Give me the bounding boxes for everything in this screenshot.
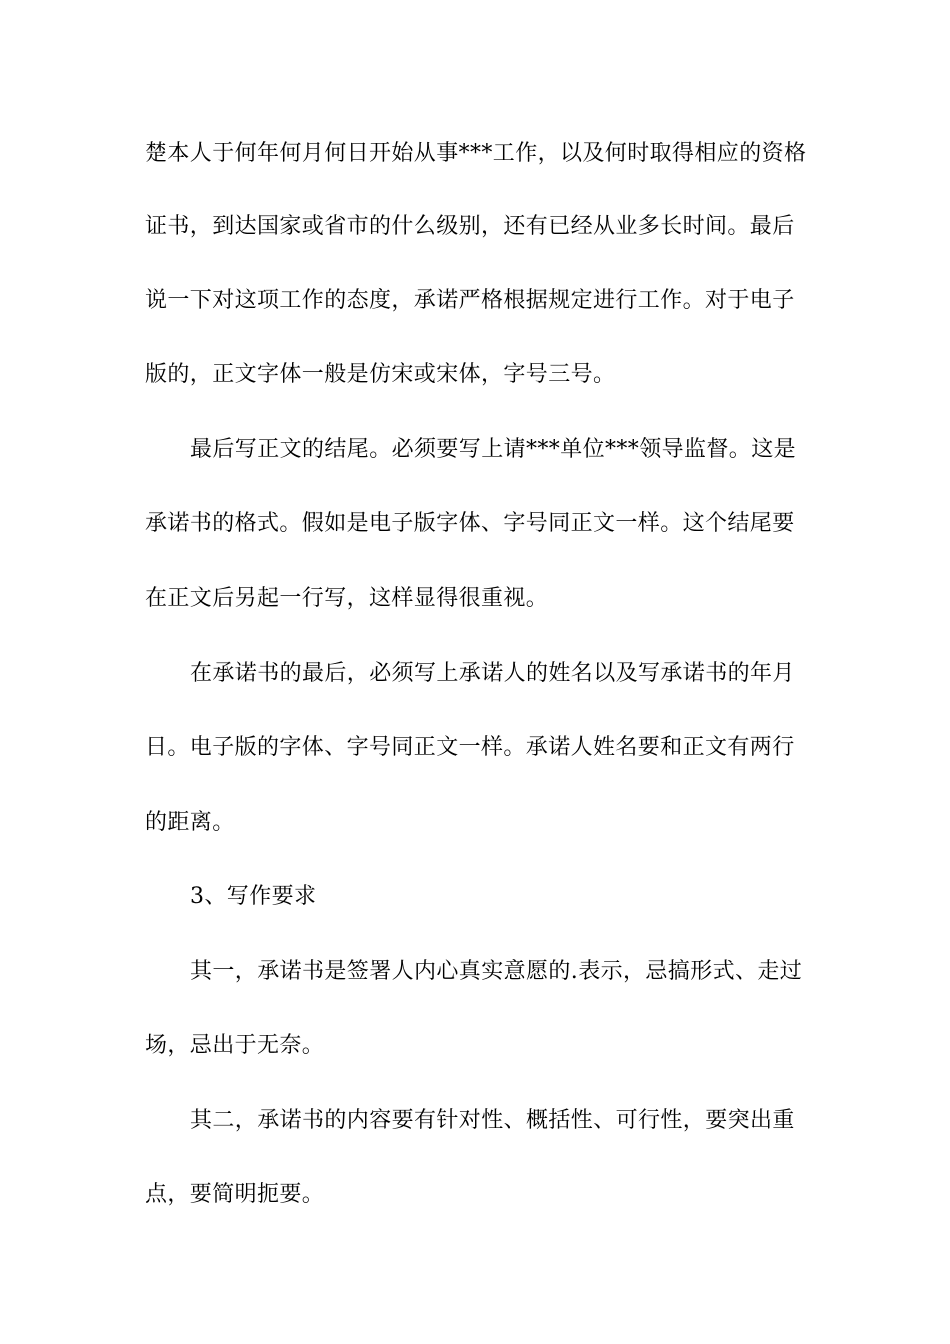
section-heading: 3、写作要求 <box>190 884 317 909</box>
text-line: 其二，承诺书的内容要有针对性、概括性、可行性，要突出重 <box>190 1108 795 1133</box>
text-line: 说一下对这项工作的态度，承诺严格根据规定进行工作。对于电子 <box>145 288 795 313</box>
text-line: 场，忌出于无奈。 <box>145 1033 325 1058</box>
text-line: 的距离。 <box>145 810 235 835</box>
text-line: 楚本人于何年何月何日开始从事***工作，以及何时取得相应的资格 <box>145 141 807 166</box>
text-line: 版的，正文字体一般是仿宋或宋体，字号三号。 <box>145 362 616 387</box>
text-line: 点，要简明扼要。 <box>145 1182 325 1207</box>
text-line: 其一，承诺书是签署人内心真实意愿的.表示，忌搞形式、走过 <box>190 959 803 984</box>
text-line: 日。电子版的字体、字号同正文一样。承诺人姓名要和正文有两行 <box>145 735 795 760</box>
text-line: 在承诺书的最后，必须写上承诺人的姓名以及写承诺书的年月 <box>190 661 795 686</box>
text-line: 证书，到达国家或省市的什么级别，还有已经从业多长时间。最后 <box>145 214 795 239</box>
text-line: 承诺书的格式。假如是电子版字体、字号同正文一样。这个结尾要 <box>145 511 795 536</box>
text-line: 最后写正文的结尾。必须要写上请***单位***领导监督。这是 <box>190 437 797 462</box>
text-line: 在正文后另起一行写，这样显得很重视。 <box>145 586 549 611</box>
